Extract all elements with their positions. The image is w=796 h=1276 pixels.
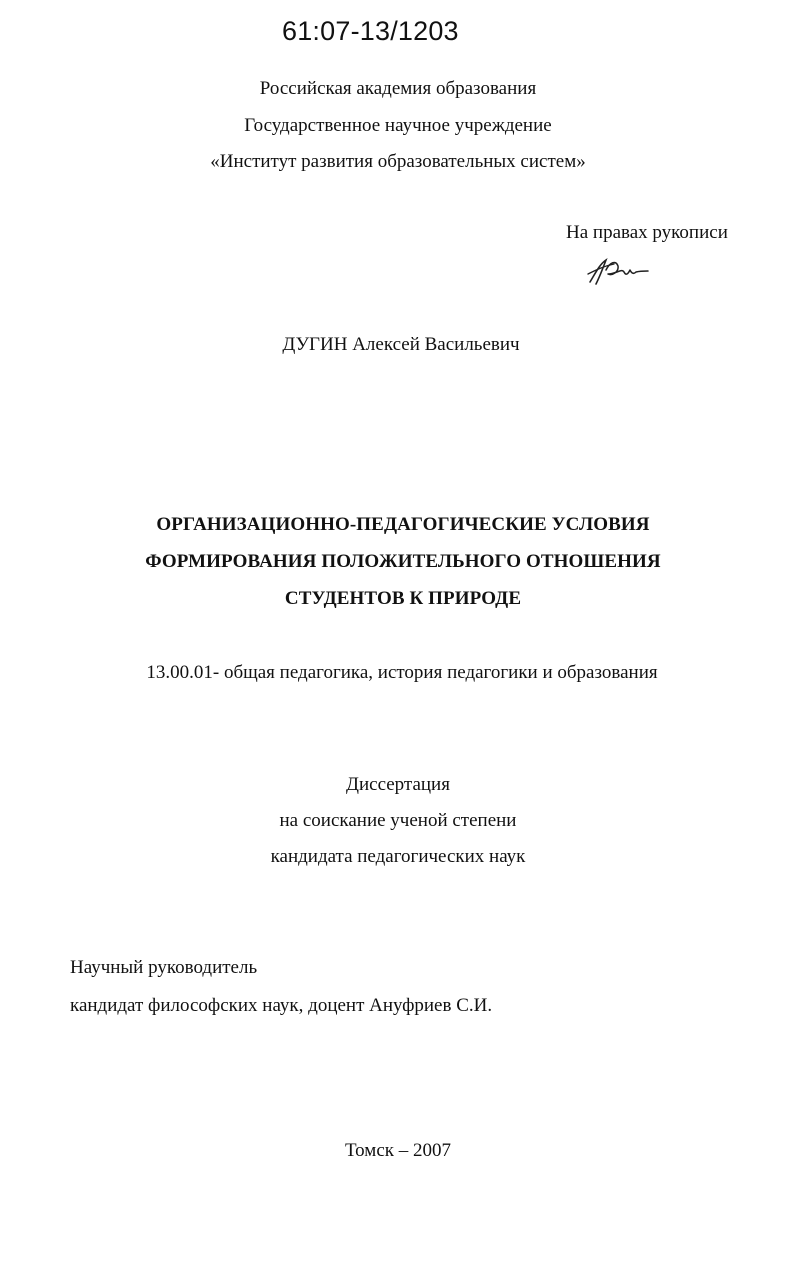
- place-and-year: Томск – 2007: [344, 1140, 451, 1161]
- degree-line-1: Диссертация: [346, 774, 450, 795]
- dissertation-title-line-2: ФОРМИРОВАНИЯ ПОЛОЖИТЕЛЬНОГО ОТНОШЕНИЯ: [145, 551, 661, 572]
- dissertation-title-line-3: СТУДЕНТОВ К ПРИРОДЕ: [284, 588, 522, 609]
- supervisor-details: кандидат философских наук, доцент Ануфриев С.И.: [70, 995, 493, 1016]
- dissertation-title-line-1: ОРГАНИЗАЦИОННО-ПЕДАГОГИЧЕСКИЕ УСЛОВИЯ: [156, 514, 650, 535]
- degree-line-2: на соискание ученой степени: [279, 810, 517, 831]
- catalog-number: 61:07-13/1203: [282, 16, 459, 46]
- manuscript-rights-note: На правах рукописи: [566, 222, 728, 243]
- author-name: ДУГИН Алексей Васильевич: [282, 334, 520, 355]
- degree-line-3: кандидата педагогических наук: [270, 846, 526, 867]
- institution-line-2: Государственное научное учреждение: [244, 115, 552, 136]
- supervisor-label: Научный руководитель: [70, 957, 258, 978]
- specialty-code: 13.00.01- общая педагогика, история педагогики и образования: [146, 662, 658, 683]
- institution-line-1: Российская академия образования: [259, 78, 537, 99]
- institution-line-3: «Институт развития образовательных систем»: [210, 151, 586, 172]
- handwritten-signature: [586, 252, 650, 288]
